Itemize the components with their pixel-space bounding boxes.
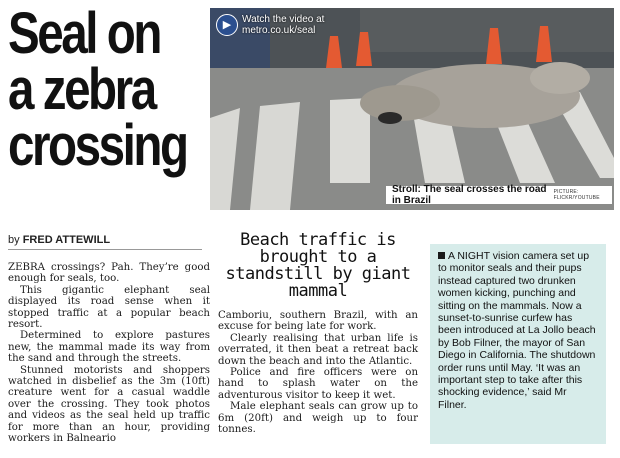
subheadline: Beach traffic is brought to a standstill by giant mammal	[225, 230, 411, 301]
seal-photo-illustration	[210, 8, 614, 210]
photo-caption	[386, 186, 612, 204]
paragraph: Clearly realising that urban life is overrated, it then beat a retreat back down the beach and into the Atlantic.	[218, 332, 418, 367]
paragraph: This gigantic elephant seal displayed its road sense when it stopped traffic at a popular beach resort.	[8, 284, 210, 331]
photo-credit: PICTURE: FLICKR/YOUTUBE	[553, 189, 600, 201]
article-left-column	[8, 262, 210, 445]
byline	[8, 234, 202, 250]
byline-prefix: by	[8, 234, 20, 246]
caption-text: Stroll: The seal crosses the road in Brazil	[392, 184, 547, 206]
video-camera-icon: ▶	[216, 14, 238, 36]
paragraph: Male elephant seals can grow up to 6m (20ft) and weigh up to four tonnes.	[218, 401, 418, 436]
byline-author: FRED ATTEWILL	[22, 234, 111, 246]
seal-photo	[210, 8, 614, 210]
video-promo-line2[interactable]: metro.co.uk/seal	[242, 25, 316, 36]
paragraph: ZEBRA crossings? Pah. They’re good enough for seals, too.	[8, 262, 210, 285]
paragraph: Stunned motorists and shoppers watched in disbelief as the 3m (10ft) creature went for a casual waddle over the crossing. They took photos and videos as the seal held up traffic for more than an hour, providing workers in Balneario	[8, 364, 210, 445]
article-middle-column	[218, 310, 418, 435]
sidebar-text: A NIGHT vision camera set up to monitor seals and their pups instead captured two drunken women kicking, punching and sitting on the mammals. Now a sunset-to-sunrise curfew has been introduced at La Jollo beach by Bob Filner, the mayor of San Diego in California. The shutdown order runs until May. ‘It was an important step to take after this shocking evidence,’ said Mr Filner.	[438, 250, 596, 411]
video-promo[interactable]	[216, 14, 324, 36]
sidebar-box	[430, 244, 606, 444]
paragraph: Camboriu, southern Brazil, with an excuse for being late for work.	[218, 310, 418, 333]
paragraph: Police and fire officers were on hand to splash water on the adventurous visitor to keep it wet.	[218, 367, 418, 401]
headline: Seal on a zebra crossing	[8, 1, 187, 178]
video-promo-line1: Watch the video at	[242, 14, 325, 25]
paragraph: Determined to explore pastures new, the mammal made its way from the sand and through the streets.	[8, 330, 210, 365]
bullet-square-icon	[438, 252, 445, 259]
